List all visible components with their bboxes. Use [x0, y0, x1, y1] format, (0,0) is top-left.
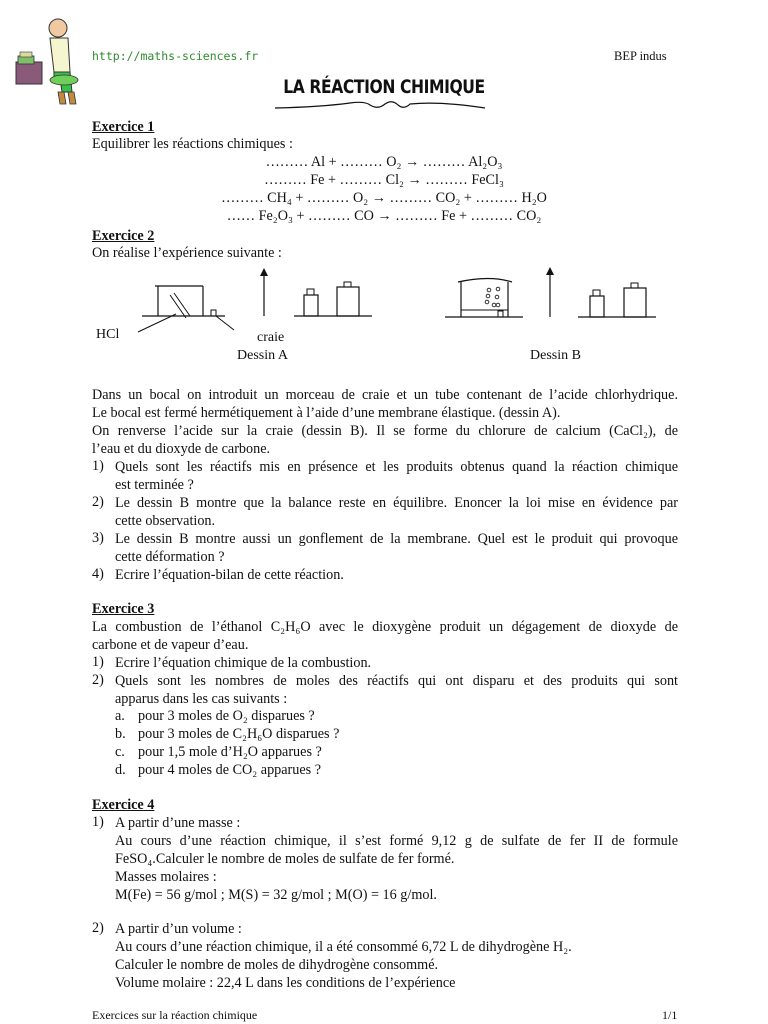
question-number: 3)	[92, 530, 104, 546]
exercice3-heading: Exercice 3	[92, 601, 155, 617]
page-number: 1/1	[662, 1008, 678, 1022]
page-title: LA RÉACTION CHIMIQUE	[283, 76, 485, 98]
footer-title: Exercices sur la réaction chimique	[92, 1008, 258, 1022]
figure-dessin-a	[130, 266, 380, 338]
exercice2-paragraph-line: On renverse l’acide sur la craie (dessin B). Il se forme du chlorure de calcium (CaCl₂), de	[92, 423, 678, 439]
case-letter: d.	[115, 762, 126, 778]
question-text: cette déformation ?	[115, 549, 225, 565]
exercice2-paragraph-line: Dans un bocal on introduit un morceau de craie et un tube contenant de l’acide chlorhydrique.	[92, 387, 678, 403]
question-text: Ecrire l’équation chimique de la combustion.	[115, 655, 372, 671]
figure-dessin-b	[440, 264, 670, 326]
equation-3: ……… CH₄ + ……… O₂ → ……… CO₂ + ……… H₂O	[221, 190, 547, 206]
part-title: A partir d’une masse :	[115, 815, 241, 831]
question-text: Le dessin B montre que la balance reste en équilibre. Enoncer la loi mise en évidence par	[115, 495, 678, 511]
question-number: 2)	[92, 672, 104, 688]
part-number: 2)	[92, 920, 104, 936]
part-text: Calculer le nombre de moles de dihydrogène consommé.	[115, 957, 439, 973]
case-text: pour 3 moles de C₂H₆O disparues ?	[138, 726, 340, 742]
equation-4: …… Fe₂O₃ + ……… CO → ……… Fe + ……… CO₂	[226, 208, 542, 224]
part-text: Masses molaires :	[115, 869, 217, 885]
exercice2-heading: Exercice 2	[92, 228, 155, 244]
question-number: 2)	[92, 494, 104, 510]
part-title: A partir d’un volume :	[115, 921, 242, 937]
question-text: Quels sont les nombres de moles des réactifs qui ont disparu et des produits qui sont	[115, 673, 678, 689]
part-number: 1)	[92, 814, 104, 830]
caption-dessin-a: Dessin A	[237, 348, 288, 363]
question-text: cette observation.	[115, 513, 216, 529]
exercice3-intro-line: carbone et de vapeur d’eau.	[92, 637, 249, 653]
site-url[interactable]: http://maths-sciences.fr	[92, 49, 259, 63]
equation-2: ……… Fe + ……… Cl₂ → ……… FeCl₃	[264, 172, 504, 188]
case-letter: a.	[115, 708, 125, 724]
case-text: pour 1,5 mole d’H₂O apparues ?	[138, 744, 322, 760]
exercice1-heading: Exercice 1	[92, 119, 155, 135]
exercice4-heading: Exercice 4	[92, 797, 155, 813]
equation-1: ……… Al + ……… O₂ → ……… Al₂O₃	[265, 154, 503, 170]
question-text: est terminée ?	[115, 477, 194, 493]
flourish-ornament-icon	[270, 98, 490, 112]
question-number: 1)	[92, 654, 104, 670]
case-letter: c.	[115, 744, 125, 760]
question-number: 4)	[92, 566, 104, 582]
exercice2-paragraph-line: Le bocal est fermé hermétiquement à l’aide d’une membrane élastique. (dessin A).	[92, 405, 561, 421]
title-flourish	[270, 98, 490, 117]
exercice1-instruction: Equilibrer les réactions chimiques :	[92, 136, 293, 152]
label-craie: craie	[257, 330, 285, 345]
question-number: 1)	[92, 458, 104, 474]
course-label: BEP indus	[614, 49, 667, 63]
case-text: pour 3 moles de O₂ disparues ?	[138, 708, 315, 724]
exercice2-paragraph-line: l’eau et du dioxyde de carbone.	[92, 441, 271, 457]
exercice2-intro: On réalise l’expérience suivante :	[92, 245, 282, 261]
part-text: M(Fe) = 56 g/mol ; M(S) = 32 g/mol ; M(O) = 16 g/mol.	[115, 887, 437, 903]
part-text: Au cours d’une réaction chimique, il s’est formé 9,12 g de sulfate de fer II de formule	[115, 833, 678, 849]
case-letter: b.	[115, 726, 126, 742]
case-text: pour 4 moles de CO₂ apparues ?	[138, 762, 322, 778]
exercice3-intro-line: La combustion de l’éthanol C₂H₆O avec le dioxygène produit un dégagement de dioxyde de	[92, 619, 678, 635]
question-text: Le dessin B montre aussi un gonflement de la membrane. Quel est le produit qui provoque	[115, 531, 678, 547]
part-text: Au cours d’une réaction chimique, il a été consommé 6,72 L de dihydrogène H₂.	[115, 939, 572, 955]
caption-dessin-b: Dessin B	[530, 348, 581, 363]
part-text: FeSO₄.Calculer le nombre de moles de sulfate de fer formé.	[115, 851, 455, 867]
label-hcl: HCl	[96, 327, 120, 342]
question-text: Ecrire l’équation-bilan de cette réaction.	[115, 567, 344, 583]
question-text: apparus dans les cas suivants :	[115, 691, 288, 707]
question-text: Quels sont les réactifs mis en présence et les produits obtenus quand la réaction chimique	[115, 459, 678, 475]
part-text: Volume molaire : 22,4 L dans les conditions de l’expérience	[115, 975, 456, 991]
